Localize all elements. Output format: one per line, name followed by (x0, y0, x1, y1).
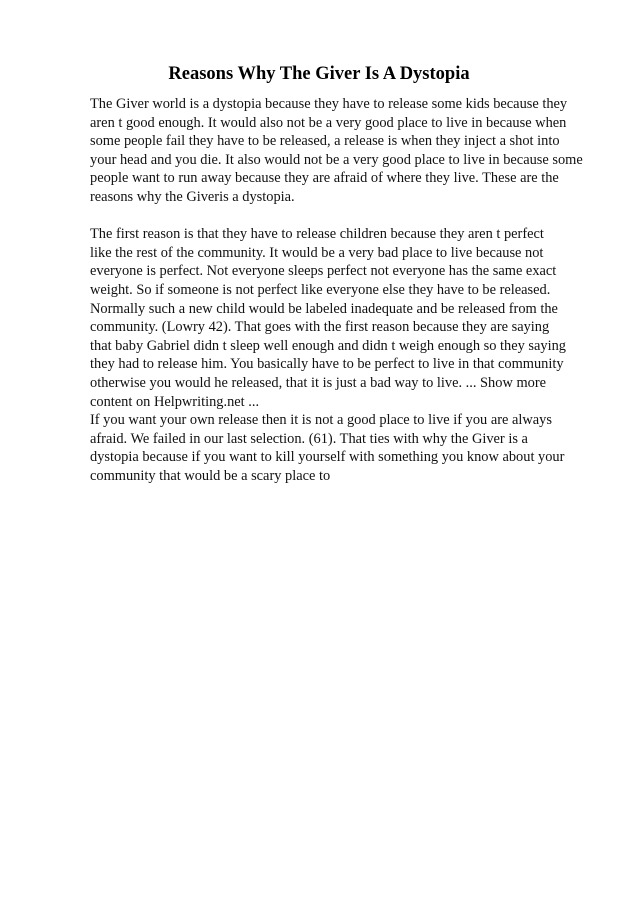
paragraph-spacer (90, 207, 590, 226)
paragraph-second-reason: If you want your own release then it is not a good place to live if you are always afraid. We failed in our last selection. (61). That ties with why the Giver is a dystopia because if you want to kill yourself with something you know about your community that would be a scary place to (90, 412, 565, 484)
paragraph-first-reason: The first reason is that they have to release children because they aren t perfect like the rest of the community. It would be a very bad place to live because not everyone is perfect. Not everyone sleeps perfect not everyone has the same exact weight. So if someone is not perfect like everyone else they have to be released. Normally such a new child would be labeled inadequate and be released from the community. (Lowry 42). That goes with the first reason because they are saying that baby Gabriel didn t sleep well enough and didn t weigh enough so they saying they had to release him. You basically have to be perfect to live in that community otherwise you would he released, that it is just a bad way to live. ... Show more content on Helpwriting.net ... (90, 226, 566, 410)
document-title: Reasons Why The Giver Is A Dystopia (168, 64, 470, 84)
paragraph-intro: The Giver world is a dystopia because they have to release some kids because they aren t good enough. It would also not be a very good place to live in because when some people fail they have to be released, a release is when they inject a shot into your head and you die. It also would not be a very good place to live in because some people want to run away because they are afraid of where they live. These are the reasons why the Giveris a dystopia. (90, 96, 583, 205)
document-body (90, 95, 590, 485)
